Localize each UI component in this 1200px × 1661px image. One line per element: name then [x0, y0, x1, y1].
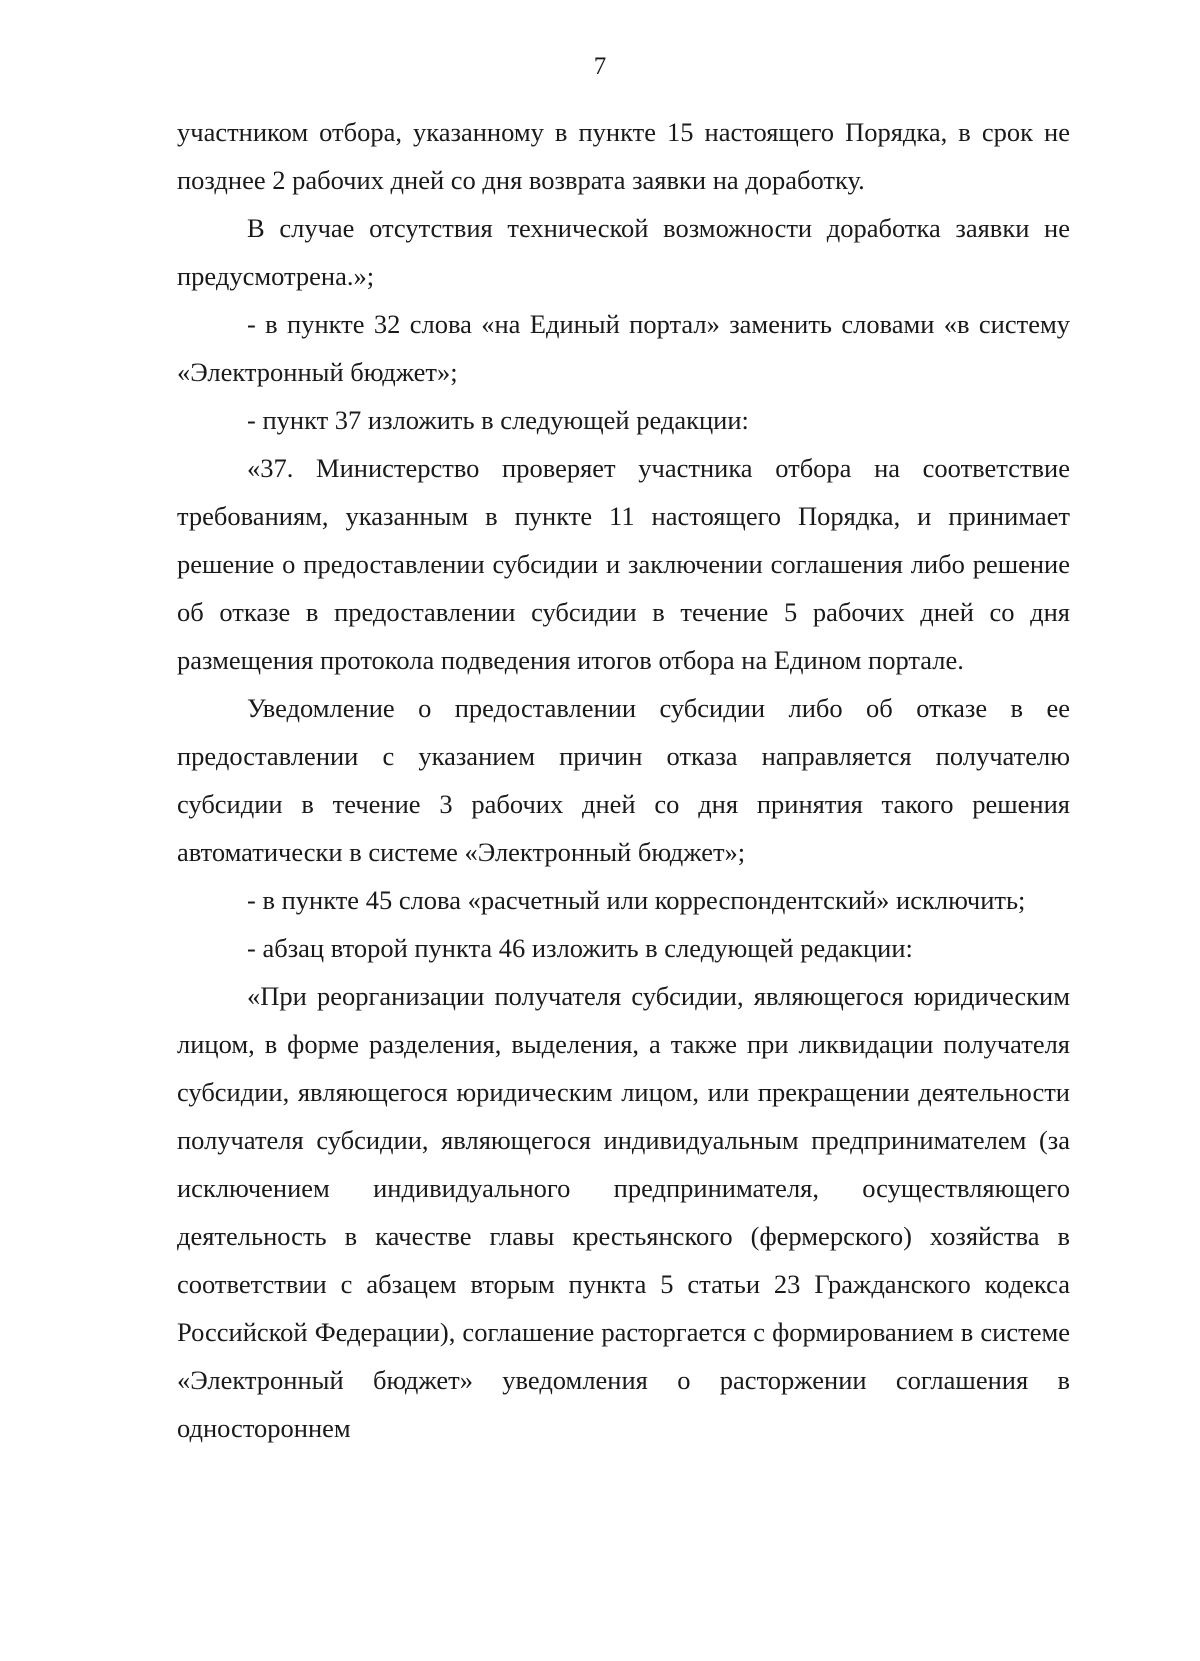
paragraph: - в пункте 45 слова «расчетный или корреспондентский» исключить; [247, 885, 1026, 915]
paragraph: - в пункте 32 слова «на Единый портал» заменить словами «в систему «Электронный бюджет»; [177, 309, 1070, 387]
document-body [177, 108, 1070, 1452]
paragraph: - пункт 37 изложить в следующей редакции: [247, 405, 749, 435]
paragraph: В случае отсутствия технической возможности доработка заявки не предусмотрена.»; [177, 213, 1070, 291]
paragraph: «При реорганизации получателя субсидии, являющегося юридическим лицом, в форме разделения, выделения, а также при ликвидации получателя субсидии, являющегося юридическим лицом, или прекращении деятельности получателя субсидии, являющегося индивидуальным предпринимателем (за исключением индивидуального предпринимателя, осуществляющего деятельность в качестве главы крестьянского (фермерского) хозяйства в соответствии с абзацем вторым пункта 5 статьи 23 Гражданского кодекса Российской Федерации), соглашение расторгается с формированием в системе «Электронный бюджет» уведомления о расторжении соглашения в одностороннем [177, 981, 1070, 1443]
paragraph: «37. Министерство проверяет участника отбора на соответствие требованиям, указанным в пункте 11 настоящего Порядка, и принимает решение о предоставлении субсидии и заключении соглашения либо решение об отказе в предоставлении субсидии в течение 5 рабочих дней со дня размещения протокола подведения итогов отбора на Едином портале. [177, 453, 1070, 675]
paragraph: участником отбора, указанному в пункте 15 настоящего Порядка, в срок не позднее 2 рабочих дней со дня возврата заявки на доработку. [177, 117, 1070, 195]
paragraph: Уведомление о предоставлении субсидии либо об отказе в ее предоставлении с указанием причин отказа направляется получателю субсидии в течение 3 рабочих дней со дня принятия такого решения автоматически в системе «Электронный бюджет»; [177, 693, 1070, 867]
paragraph: - абзац второй пункта 46 изложить в следующей редакции: [247, 933, 913, 963]
page-number: 7 [593, 53, 607, 80]
